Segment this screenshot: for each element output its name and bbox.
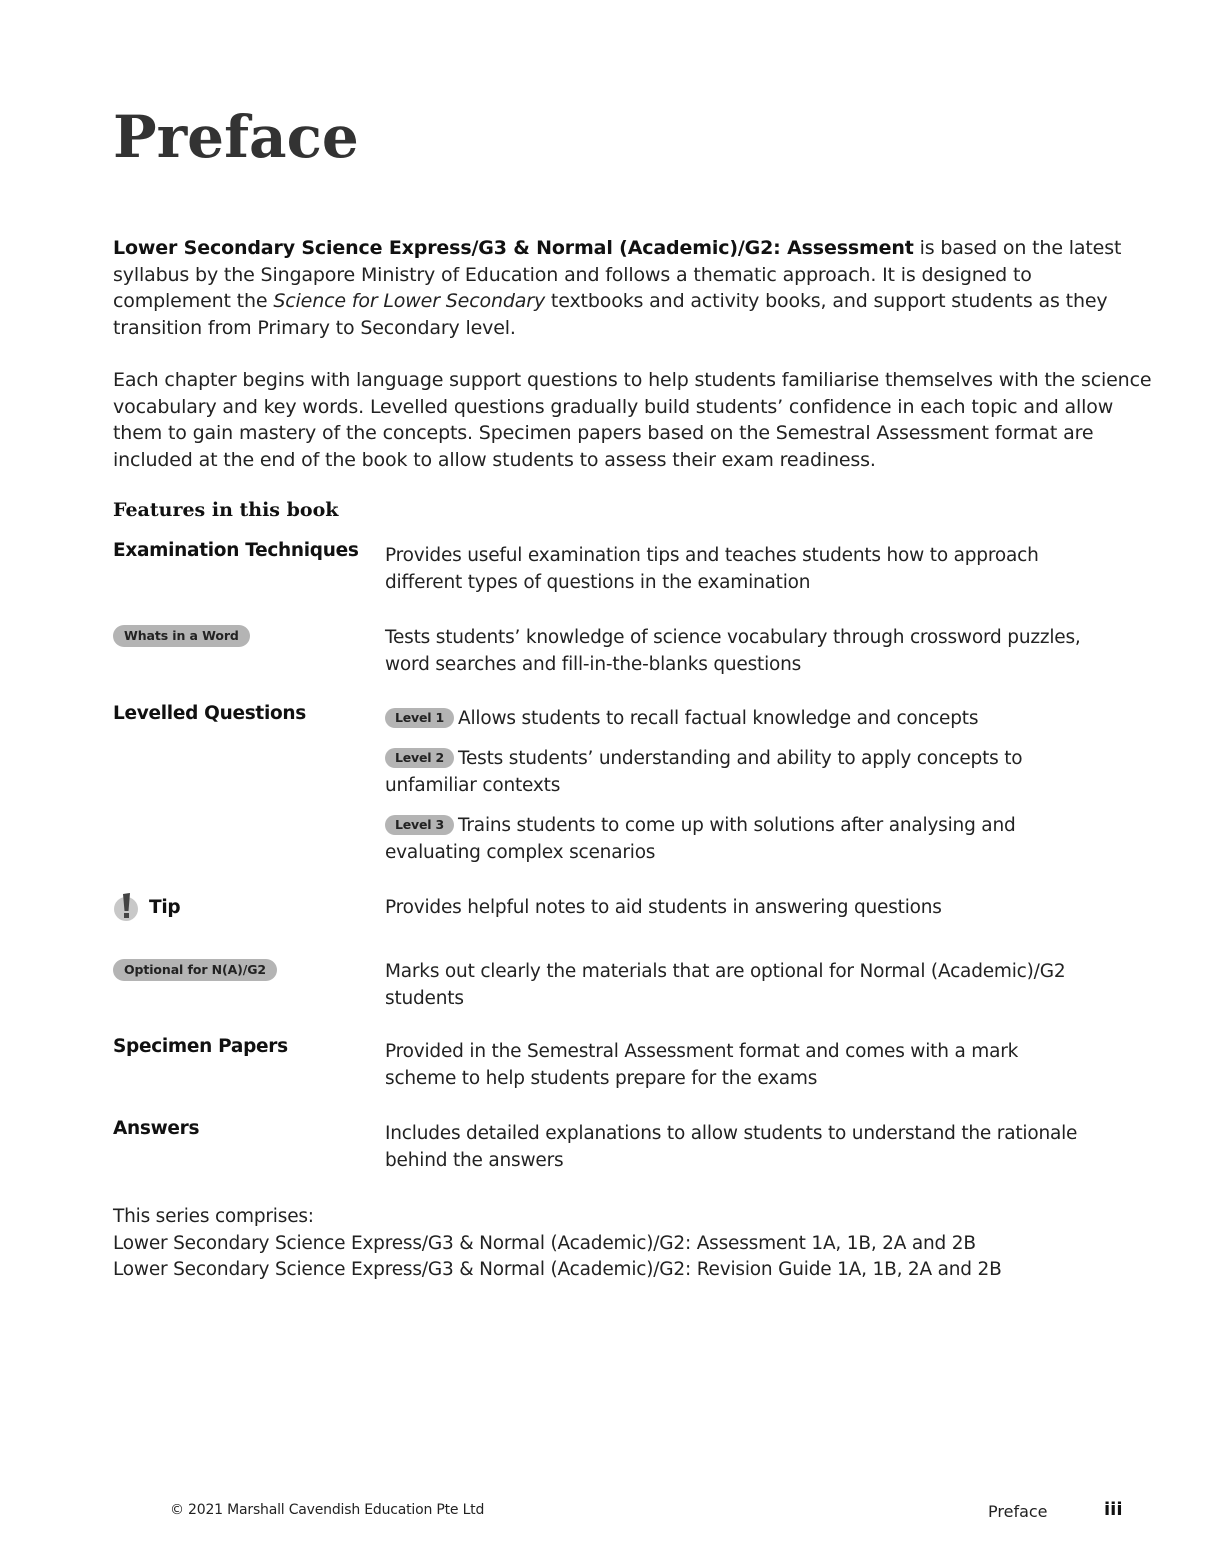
- level-description: Trains students to come up with solutions after analysing and evaluating complex scenarios: [385, 815, 1016, 863]
- book-title-bold: Lower Secondary Science Express/G3 & Normal (Academic)/G2: Assessment: [113, 237, 914, 259]
- footer-page-number: iii: [1104, 1499, 1123, 1520]
- textbook-title-italic: Science for Lower Secondary: [273, 290, 546, 312]
- feature-description: Tests students’ knowledge of science vocabulary through crossword puzzles, word searches and fill-in-the-blanks questions: [385, 627, 1081, 675]
- level-description: Allows students to recall factual knowledge and concepts: [458, 708, 979, 729]
- tip-label-wrap: [113, 892, 373, 922]
- intro-paragraph-2: Each chapter begins with language support questions to help students familiarise themselves with the science vocabulary and key words. Levelled questions gradually build students’ confidence in each topic and allow them to gain mastery of the concepts. Specimen papers based on the Semestral Assessment format are included at the end of the book to allow students to assess their exam readiness.: [113, 369, 1152, 471]
- series-list: [113, 1204, 1163, 1284]
- level-row: [385, 812, 1085, 866]
- optional-na-g2-badge: Optional for N(A)/G2: [113, 959, 277, 981]
- intro-text-b: textbooks and activity books, and support students as they transition from Primary to Secondary level.: [113, 290, 1108, 339]
- exclamation-tip-icon: [113, 892, 139, 922]
- level-1-badge: Level 1: [385, 708, 454, 728]
- feature-description: Provided in the Semestral Assessment format and comes with a mark scheme to help students prepare for the exams: [385, 1041, 1019, 1089]
- series-title: Lower Secondary Science Express/G3 & Normal (Academic)/G2: Revision Guide 1A, 1B, 2A and 2B: [113, 1259, 1002, 1280]
- level-3-badge: Level 3: [385, 815, 454, 835]
- series-title: Lower Secondary Science Express/G3 & Normal (Academic)/G2: Assessment 1A, 1B, 2A and 2B: [113, 1232, 976, 1254]
- feature-label: Tip: [149, 896, 181, 918]
- level-description: Tests students’ understanding and ability to apply concepts to unfamiliar contexts: [385, 748, 1023, 796]
- feature-label-wrap: [113, 958, 373, 981]
- whats-in-a-word-badge: Whats in a Word: [113, 625, 250, 647]
- feature-label: Answers: [113, 1118, 200, 1139]
- level-row: [385, 745, 1085, 799]
- features-heading: Features in this book: [113, 499, 339, 521]
- feature-label-wrap: [113, 624, 373, 647]
- feature-description: Provides useful examination tips and teaches students how to approach different types of questions in the examination: [385, 545, 1039, 593]
- footer-copyright: © 2021 Marshall Cavendish Education Pte Ltd: [170, 1502, 485, 1518]
- feature-description: Includes detailed explanations to allow students to understand the rationale behind the answers: [385, 1123, 1078, 1171]
- level-2-badge: Level 2: [385, 748, 454, 768]
- feature-label: Examination Techniques: [113, 540, 359, 561]
- feature-label: Levelled Questions: [113, 703, 306, 724]
- intro-text-a: is based on the latest syllabus by the Singapore Ministry of Education and follows a thematic approach. It is designed to complement the: [113, 237, 1122, 312]
- level-row: [385, 705, 1085, 732]
- feature-description: Marks out clearly the materials that are optional for Normal (Academic)/G2 students: [385, 961, 1066, 1009]
- feature-label: Specimen Papers: [113, 1036, 288, 1057]
- levels-list: [385, 705, 1085, 879]
- footer-section-name: Preface: [988, 1502, 1048, 1521]
- intro-paragraph-1: [113, 235, 1153, 341]
- page-title: Preface: [113, 103, 359, 171]
- series-intro: This series comprises:: [113, 1206, 314, 1227]
- feature-description: Provides helpful notes to aid students in answering questions: [385, 897, 942, 918]
